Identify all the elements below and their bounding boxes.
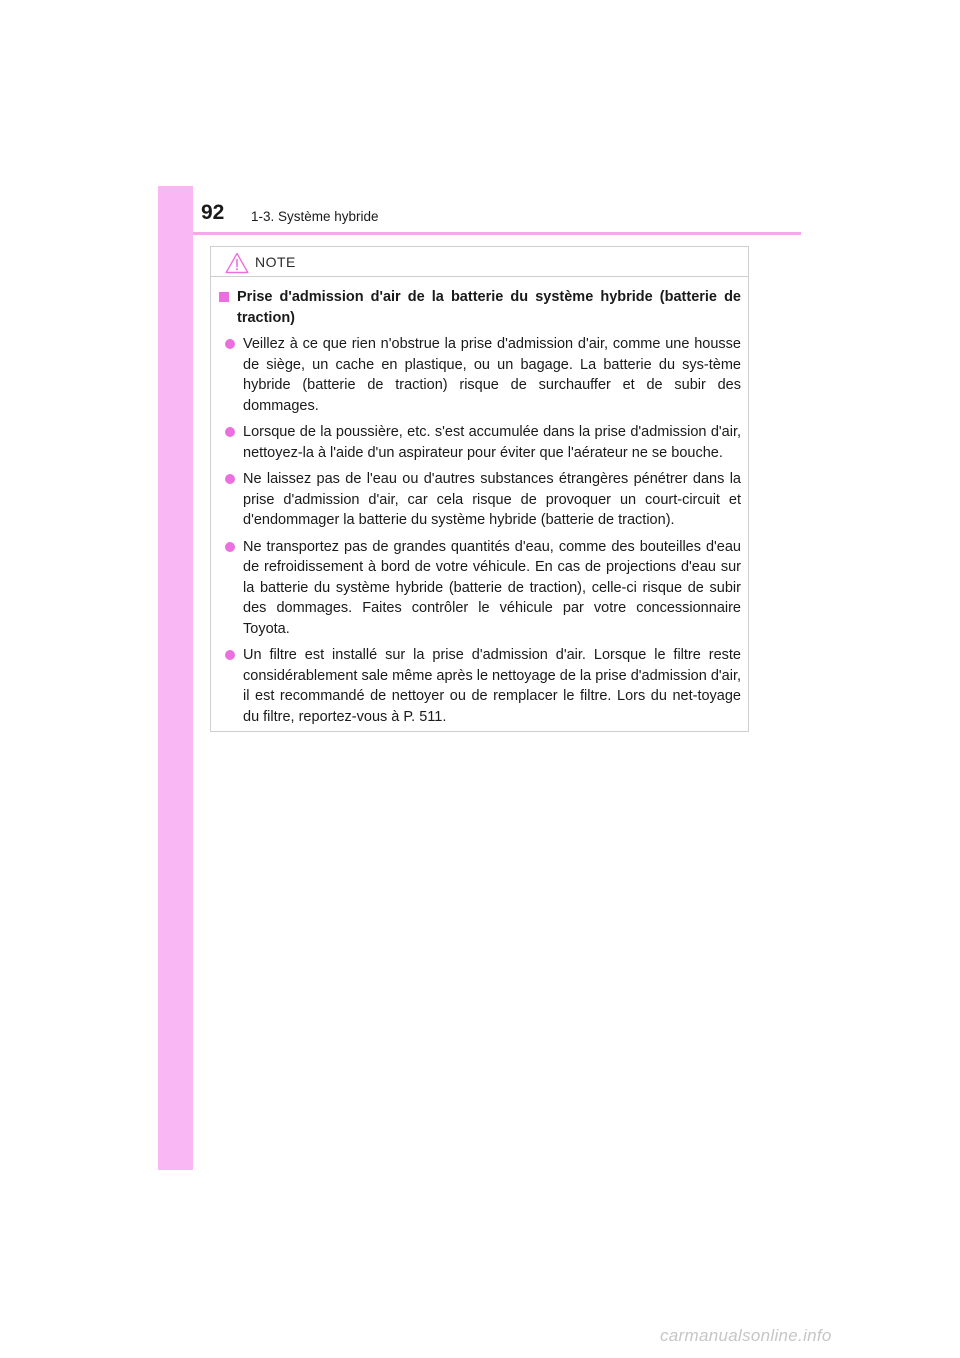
note-bullet-text: Veillez à ce que rien n'obstrue la prise d'admission d'air, comme une housse de siège, un cache en plastique, ou un bagage. La batterie du sys-tème hybride (batterie de traction) risque de surchauffer et de subir des dommages.	[243, 336, 741, 414]
round-bullet-icon	[225, 339, 235, 349]
round-bullet-icon	[225, 650, 235, 660]
note-bullet	[243, 422, 741, 463]
note-bullet-text: Un filtre est installé sur la prise d'admission d'air. Lorsque le filtre reste considérablement sale même après le nettoyage de la prise d'admission d'air, il est recommandé de nettoyer ou de remplacer le filtre. Lors du net-toyage du filtre, reportez-vous à P. 511.	[243, 647, 742, 725]
note-heading-text: Prise d'admission d'air de la batterie du système hybride (batterie de traction)	[237, 289, 741, 326]
round-bullet-icon	[225, 474, 235, 484]
chapter-side-band	[158, 186, 193, 1170]
note-box	[210, 246, 749, 732]
note-body	[211, 287, 748, 727]
note-bullet	[243, 645, 741, 727]
note-bullet-text: Lorsque de la poussière, etc. s'est accumulée dans la prise d'admission d'air, nettoyez-la à l'aide d'un aspirateur pour éviter que l'aérateur ne se bouche.	[243, 424, 741, 461]
header-rule	[193, 232, 801, 235]
note-bullet	[243, 537, 741, 640]
note-bullet	[243, 334, 741, 416]
watermark: carmanualsonline.info	[660, 1326, 832, 1345]
note-bullet-text: Ne transportez pas de grandes quantités d'eau, comme des bouteilles d'eau de refroidissement à bord de votre véhicule. En cas de projections d'eau sur la batterie du système hybride (batterie de traction), celle-ci risque de subir des dommages. Faites contrôler le véhicule par votre concessionnaire Toyota.	[243, 538, 741, 637]
note-label: NOTE	[255, 254, 296, 270]
note-header	[211, 247, 748, 277]
note-bullet	[243, 469, 741, 531]
page-number: 92	[201, 201, 225, 224]
round-bullet-icon	[225, 427, 235, 437]
note-heading	[218, 287, 741, 328]
section-title: 1-3. Système hybride	[251, 209, 379, 224]
square-bullet-icon	[219, 292, 229, 302]
warning-triangle-icon	[225, 252, 249, 274]
round-bullet-icon	[225, 542, 235, 552]
note-bullet-text: Ne laissez pas de l'eau ou d'autres substances étrangères pénétrer dans la prise d'admission d'air, car cela risque de provoquer un court-circuit et d'endommager la batterie du système hybride (batterie de traction).	[243, 471, 741, 528]
